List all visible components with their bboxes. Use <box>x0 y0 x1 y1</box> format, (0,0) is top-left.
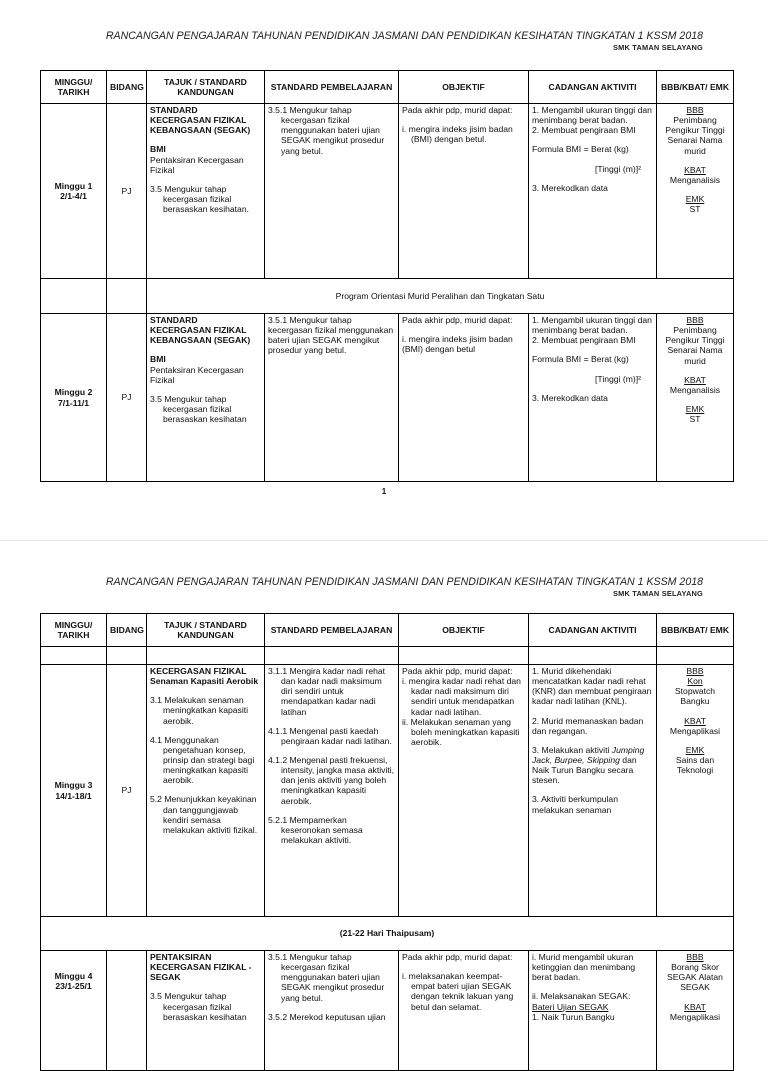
kbat-label: KBAT <box>684 1001 706 1012</box>
cadangan-cell <box>529 951 657 1071</box>
aktiviti-item: 2. Membuat pengiraan BMI <box>532 335 636 346</box>
header-standard: STANDARD PEMBELAJARAN <box>265 71 399 104</box>
bbb-text: Borang Skor SEGAK Alatan SEGAK <box>667 962 723 993</box>
empty-cell <box>147 647 265 665</box>
week-dates: 14/1-18/1 <box>55 790 92 801</box>
week-label: Minggu 2 <box>54 387 93 398</box>
header-cadangan: CADANGAN AKTIVITI <box>529 614 657 647</box>
bidang-cell: PJ <box>107 104 147 279</box>
bmi-formula-denominator: [Tinggi (m)]² <box>595 163 641 174</box>
school-name: SMK TAMAN SELAYANG <box>613 43 703 52</box>
week-dates: 2/1-4/1 <box>60 191 87 201</box>
bidang-cell <box>107 951 147 1071</box>
empty-cell <box>107 647 147 665</box>
tajuk-cell <box>147 665 265 917</box>
aktiviti-item: 1. Naik Turun Bangku <box>532 1011 615 1022</box>
objektif-cell <box>399 665 529 917</box>
tajuk-standard-kandungan: 4.1 Menggunakan pengetahuan konsep, prinsip dan strategi bagi meningkatkan kapasiti aerobik. <box>150 734 255 786</box>
standard-text: 3.5.2 Merekod keputusan ujian <box>268 1011 386 1022</box>
table-header-row <box>41 614 734 647</box>
objektif-cell <box>399 104 529 279</box>
kbat-text: Mengaplikasi <box>669 725 721 736</box>
tajuk-subheading: BMI <box>150 354 166 365</box>
kbat-label: KBAT <box>684 374 706 385</box>
program-note: Program Orientasi Murid Peralihan dan Tingkatan Satu <box>147 279 734 314</box>
empty-cell <box>107 279 147 314</box>
standard-cell <box>265 104 399 279</box>
standard-text: 5.2.1 Mempamerkan keseronokan semasa melakukan aktiviti. <box>268 814 363 845</box>
aktiviti-text: 3. Melakukan aktiviti <box>532 744 610 755</box>
aktiviti-item: 1. Mengambil ukuran tinggi dan menimbang berat badan. <box>532 315 652 336</box>
standard-text: 3.5.1 Mengukur tahap kecergasan fizikal menggunakan bateri ujian SEGAK mengikut prosedur yang betul. <box>268 952 385 1003</box>
standard-text: 3.1.1 Mengira kadar nadi rehat dan kadar nadi maksimum diri sendiri untuk mendapatkan kadar nadi latihan <box>268 666 386 717</box>
kbat-text: Mengaplikasi <box>669 1011 721 1022</box>
standard-text: 3.5.1 Mengukur tahap kecergasan fizikal menggunakan bateri ujian SEGAK mengikut prosedur yang betul. <box>268 105 385 156</box>
bmi-formula: Formula BMI = Berat (kg) <box>532 354 629 365</box>
bbb-cell <box>657 314 734 482</box>
aktiviti-item <box>532 745 653 786</box>
objektif-item: i. mengira indeks jisim badan (BMI) dengan betul <box>402 334 513 355</box>
bbb-label: BBB <box>686 666 704 676</box>
bidang-cell: PJ <box>107 665 147 917</box>
header-bidang: BIDANG <box>107 71 147 104</box>
tajuk-cell <box>147 104 265 279</box>
week-dates: 7/1-11/1 <box>57 397 90 408</box>
emk-text: ST <box>689 414 701 425</box>
aktiviti-item: 1. Murid dikehendaki mencatatkan kadar nadi rehat (KNR) dan membuat pengiraan kadar nadi latihan (KNL). <box>532 666 652 707</box>
tajuk-standard-kandungan: 3.5 Mengukur tahap kecergasan fizikal berasaskan kesihatan <box>150 991 247 1022</box>
bbb-cell <box>657 951 734 1071</box>
aktiviti-battery-title: Bateri Ujian SEGAK <box>532 1001 609 1012</box>
cadangan-cell <box>529 665 657 917</box>
empty-cell <box>41 279 107 314</box>
header-tajuk: TAJUK / STANDARD KANDUNGAN <box>147 614 265 647</box>
empty-cell <box>265 647 399 665</box>
bbb-text: Penimbang Pengikur Tinggi Senarai Nama murid <box>665 115 725 156</box>
standard-text: 4.1.1 Mengenal pasti kaedah pengiraan kadar nadi latihan. <box>268 725 392 746</box>
bbb-text: Penimbang Pengikur Tinggi Senarai Nama murid <box>665 325 725 366</box>
emk-label: EMK <box>685 403 705 414</box>
header-objektif: OBJEKTIF <box>399 71 529 104</box>
bbb-label: BBB <box>686 952 704 962</box>
bidang-cell: PJ <box>107 314 147 482</box>
aktiviti-text: dan Naik Turun Bangku secara stesen. <box>532 754 637 786</box>
holiday-note: (21-22 Hari Thaipusam) <box>41 917 734 951</box>
bbb-kon: Kon <box>687 676 703 687</box>
week-cell <box>41 951 107 1071</box>
table-row-week-1 <box>41 104 734 279</box>
cadangan-cell <box>529 314 657 482</box>
week-label: Minggu 1 <box>54 180 93 191</box>
tajuk-heading: PENTAKSIRAN KECERGASAN FIZIKAL - SEGAK <box>150 952 252 983</box>
standard-cell <box>265 665 399 917</box>
document-title: RANCANGAN PENGAJARAN TAHUNAN PENDIDIKAN JASMANI DAN PENDIDIKAN KESIHATAN TINGKATAN 1 KSSM 2018 <box>105 576 703 588</box>
standard-cell <box>265 951 399 1071</box>
tajuk-cell <box>147 314 265 482</box>
objektif-cell <box>399 314 529 482</box>
standard-text: 4.1.2 Mengenal pasti frekuensi, intensity, jangka masa aktiviti, dan jenis aktiviti yang boleh meningkatkan kapasiti aerobik. <box>268 754 395 806</box>
header-objektif: OBJEKTIF <box>399 614 529 647</box>
emk-label: EMK <box>685 744 705 755</box>
header-bidang: BIDANG <box>107 614 147 647</box>
document-title: RANCANGAN PENGAJARAN TAHUNAN PENDIDIKAN JASMANI DAN PENDIDIKAN KESIHATAN TINGKATAN 1 KSSM 2018 <box>105 30 703 42</box>
page-number: 1 <box>381 487 387 496</box>
aktiviti-item: 1. Mengambil ukuran tinggi dan menimbang berat badan. <box>532 105 652 126</box>
aktiviti-item: ii. Melaksanakan SEGAK: <box>532 991 631 1002</box>
header-tajuk: TAJUK / STANDARD KANDUNGAN <box>147 71 265 104</box>
kbat-text: Menganalisis <box>669 174 721 185</box>
tajuk-standard-kandungan: 3.5 Mengukur tahap kecergasan fizikal berasaskan kesihatan. <box>150 183 249 215</box>
header-bbb: BBB/KBAT/ EMK <box>657 71 734 104</box>
week-label: Minggu 4 <box>54 971 93 981</box>
empty-cell <box>529 647 657 665</box>
tajuk-description: Pentaksiran Kecergasan Fizikal <box>150 364 244 385</box>
standard-text: 3.5.1 Mengukur tahap kecergasan fizikal menggunakan bateri ujian SEGAK mengikut prosedur yang betul. <box>268 315 394 356</box>
aktiviti-item: 3. Merekodkan data <box>532 182 608 193</box>
aktiviti-exercise-names: Jumping Jack, Burpee, Skipping <box>532 744 645 765</box>
tajuk-cell <box>147 951 265 1071</box>
bbb-cell <box>657 104 734 279</box>
objektif-item: ii. Melakukan senaman yang boleh meningkatkan kapasiti aerobik. <box>402 716 520 747</box>
emk-text: ST <box>689 204 701 215</box>
bbb-label: BBB <box>686 105 704 115</box>
table-row-week-2 <box>41 314 734 482</box>
lesson-plan-table-page-1 <box>40 70 734 482</box>
objektif-intro: Pada akhir pdp, murid dapat: <box>402 315 513 325</box>
aktiviti-item: 2. Murid memanaskan badan dan regangan. <box>532 715 644 736</box>
empty-cell <box>399 647 529 665</box>
tajuk-description: Pentaksiran Kecergasan Fizikal <box>150 154 244 175</box>
kbat-label: KBAT <box>684 715 706 726</box>
aktiviti-item: 3. Aktiviti berkumpulan melakukan senaman <box>532 794 618 815</box>
table-row-holiday <box>41 917 734 951</box>
tajuk-heading: STANDARD KECERGASAN FIZIKAL KEBANGSAAN (SEGAK) <box>150 105 251 136</box>
week-dates: 23/1-25/1 <box>55 981 92 992</box>
aktiviti-item: i. Murid mengambil ukuran ketinggian dan menimbang berat badan. <box>532 952 636 983</box>
tajuk-standard-kandungan: 3.5 Mengukur tahap kecergasan fizikal berasaskan kesihatan <box>150 393 247 425</box>
empty-cell <box>41 647 107 665</box>
table-row-week-4 <box>41 951 734 1071</box>
aktiviti-item: 2. Membuat pengiraan BMI <box>532 125 636 136</box>
week-label: Minggu 3 <box>54 780 93 791</box>
header-standard: STANDARD PEMBELAJARAN <box>265 614 399 647</box>
emk-label: EMK <box>685 193 705 204</box>
emk-text: Sains dan Teknologi <box>675 754 715 776</box>
week-cell <box>41 665 107 917</box>
objektif-intro: Pada akhir pdp, murid dapat: <box>402 952 513 962</box>
objektif-intro: Pada akhir pdp, murid dapat: <box>402 105 513 115</box>
objektif-item: i. mengira kadar nadi rehat dan kadar nadi maksimum diri sendiri untuk mendapatkan kadar nadi latihan. <box>402 676 521 717</box>
aktiviti-item: 3. Merekodkan data <box>532 392 608 403</box>
tajuk-standard-kandungan: 3.1 Melakukan senaman meningkatkan kapasiti aerobik. <box>150 695 249 726</box>
objektif-intro: Pada akhir pdp, murid dapat: <box>402 666 513 676</box>
week-cell <box>41 104 107 279</box>
tajuk-heading: KECERGASAN FIZIKAL Senaman Kapasiti Aerobik <box>150 666 259 687</box>
header-bbb: BBB/KBAT/ EMK <box>657 614 734 647</box>
header-cadangan: CADANGAN AKTIVITI <box>529 71 657 104</box>
kbat-text: Menganalisis <box>669 384 721 395</box>
tajuk-heading: STANDARD KECERGASAN FIZIKAL KEBANGSAAN (SEGAK) <box>150 315 251 346</box>
empty-cell <box>657 647 734 665</box>
bmi-formula-denominator: [Tinggi (m)]² <box>595 373 641 384</box>
standard-cell <box>265 314 399 482</box>
bbb-label: BBB <box>686 315 704 325</box>
bbb-text: Stopwatch Bangku <box>674 686 716 707</box>
objektif-cell <box>399 951 529 1071</box>
bmi-formula: Formula BMI = Berat (kg) <box>532 144 629 155</box>
table-row-week-3 <box>41 665 734 917</box>
header-week: MINGGU/ TARIKH <box>41 71 107 104</box>
lesson-plan-table-page-2 <box>40 613 734 1071</box>
table-row-empty <box>41 647 734 665</box>
objektif-item: i. mengira indeks jisim badan (BMI) dengan betul. <box>402 124 513 145</box>
table-header-row <box>41 71 734 104</box>
tajuk-subheading: BMI <box>150 144 166 155</box>
bbb-cell <box>657 665 734 917</box>
school-name: SMK TAMAN SELAYANG <box>613 589 703 598</box>
document-page-2 <box>0 540 768 1024</box>
objektif-item: i. melaksanakan keempat-empat bateri ujian SEGAK dengan teknik lakuan yang betul dan selamat. <box>402 971 514 1012</box>
tajuk-standard-kandungan: 5.2 Menunjukkan keyakinan dan tanggungjawab kendiri semasa melakukan aktiviti fizikal. <box>150 794 258 835</box>
kbat-line <box>660 716 730 736</box>
kbat-label: KBAT <box>684 164 706 175</box>
table-row-program-note <box>41 279 734 314</box>
header-week: MINGGU/ TARIKH <box>41 614 107 647</box>
week-cell <box>41 314 107 482</box>
cadangan-cell <box>529 104 657 279</box>
